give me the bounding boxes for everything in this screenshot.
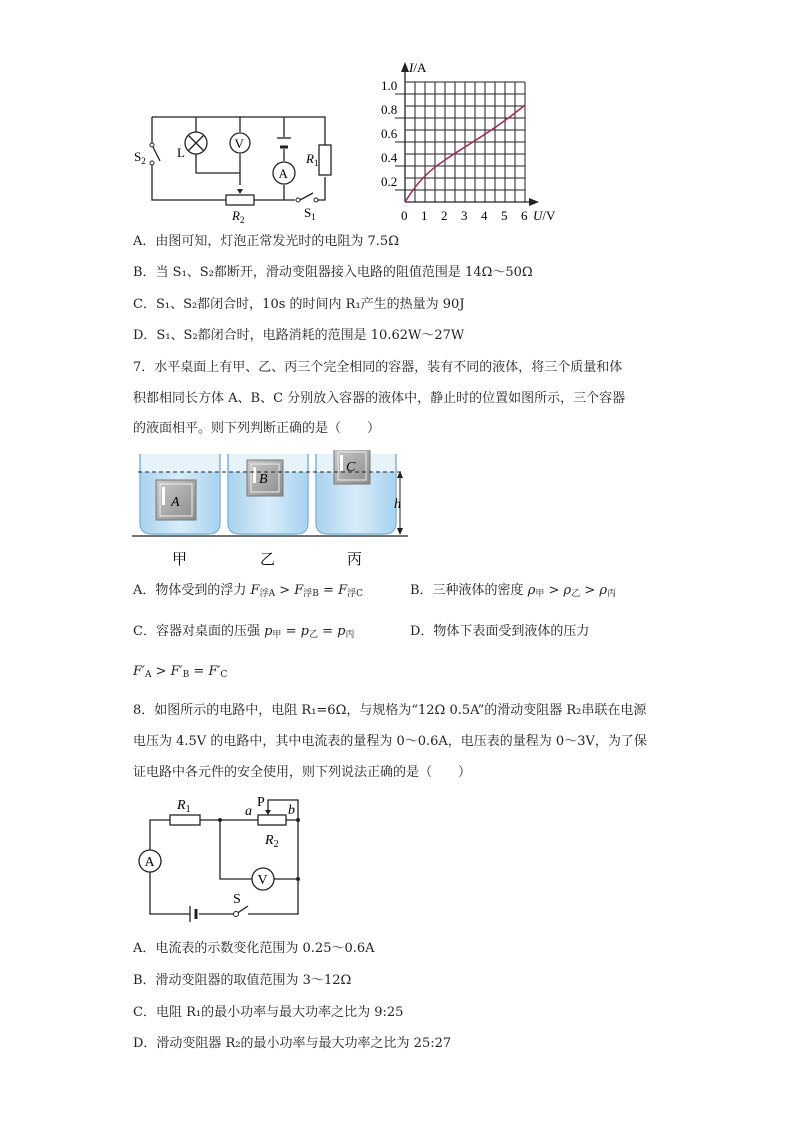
q7-option-d: D．物体下表面受到液体的压力 (410, 624, 590, 639)
q7-option-b: B．三种液体的密度 $\rho_甲 > \rho_乙 > \rho_丙$ (410, 583, 617, 599)
svg-text:1: 1 (421, 208, 428, 223)
q8-label-s: S (233, 892, 241, 907)
q6-voltmeter-symbol: V (234, 136, 244, 151)
q6-graph-x-label: U/V (533, 208, 556, 223)
q6-option-a: A．由图可知，灯泡正常发光时的电阻为 7.5Ω (133, 234, 399, 249)
q8-ammeter-symbol: A (144, 855, 155, 870)
q7-option-a: A．物体受到的浮力 $F_{浮A} > F_{浮B} = F_{浮C}$ (133, 583, 363, 599)
q6-option-b: B．当 S₁、S₂都断开，滑动变阻器接入电路的阻值范围是 14Ω～50Ω (133, 265, 533, 280)
q8-label-a: a (245, 804, 252, 819)
q6-graph-y-label: I/A (409, 60, 427, 75)
q7-stem-line-2: 积都相同长方体 A、B、C 分别放入容器的液体中，静止时的位置如图所示，三个容器 (133, 391, 626, 406)
q8-circuit-diagram (130, 792, 315, 922)
svg-text:5: 5 (501, 208, 508, 223)
q8-stem-line-3: 证电路中各元件的安全使用，则下列说法正确的是（ ） (133, 765, 472, 780)
q6-ammeter-symbol: A (278, 166, 288, 181)
q6-label-s1: $S_1$ (304, 205, 316, 222)
svg-text:1.0: 1.0 (381, 78, 398, 93)
q8-voltmeter-symbol: V (257, 873, 268, 888)
q6-circuit-diagram (130, 105, 340, 225)
label-bing: 丙 (347, 550, 363, 568)
q7-option-c: C．容器对桌面的压强 $p_甲 = p_乙 = p_丙$ (133, 624, 355, 640)
q8-stem-line-1: 8．如图所示的电路中，电阻 R₁=6Ω，与规格为“12Ω 0.5A”的滑动变阻器 R₂串联在电源 (133, 703, 647, 718)
q8-label-p: P (257, 795, 265, 810)
q8-option-d: D．滑动变阻器 R₂的最小功率与最大功率之比为 25:27 (133, 1036, 452, 1051)
svg-text:B: B (259, 472, 268, 487)
q6-option-d: D．S₁、S₂都闭合时，电路消耗的范围是 10.62W～27W (133, 328, 465, 343)
svg-text:3: 3 (461, 208, 468, 223)
q7-containers-figure (130, 450, 420, 570)
q8-label-r1: $R_1$ (177, 798, 191, 815)
q8-option-b: B．滑动变阻器的取值范围为 3～12Ω (133, 973, 352, 988)
q6-graph-y-ticks (381, 78, 398, 189)
q6-option-c: C．S₁、S₂都闭合时，10s 的时间内 R₁产生的热量为 90J (133, 297, 465, 312)
q6-iu-graph (375, 58, 575, 228)
q6-label-lamp: L (177, 145, 185, 160)
svg-text:2: 2 (441, 208, 448, 223)
q8-option-c: C．电阻 R₁的最小功率与最大功率之比为 9:25 (133, 1005, 404, 1020)
q8-stem-line-2: 电压为 4.5V 的电路中，其中电流表的量程为 0～0.6A，电压表的量程为 0～3V，为了保 (133, 734, 647, 749)
container-jia (140, 454, 220, 534)
svg-text:0.2: 0.2 (381, 174, 398, 189)
svg-text:C: C (346, 460, 356, 475)
svg-text:4: 4 (481, 208, 488, 223)
svg-text:0.8: 0.8 (381, 102, 398, 117)
label-jia: 甲 (172, 550, 188, 568)
q6-label-r1: $R_1$ (306, 151, 319, 168)
svg-text:A: A (171, 495, 180, 510)
svg-text:0: 0 (401, 208, 408, 223)
q6-label-r2: $R_2$ (232, 208, 245, 225)
q7-option-d-formula: $F'_A > F'_B = F'_C$ (133, 664, 228, 680)
container-bing (316, 450, 396, 534)
q8-label-r2: $R_2$ (265, 833, 279, 850)
q7-stem-line-1: 7．水平桌面上有甲、乙、丙三个完全相同的容器，装有不同的液体，将三个质量和体 (133, 360, 623, 375)
svg-text:0.4: 0.4 (381, 150, 398, 165)
label-yi: 乙 (260, 550, 276, 568)
svg-text:6: 6 (521, 208, 528, 223)
svg-text:0.6: 0.6 (381, 126, 398, 141)
q6-label-s2: $S_2$ (134, 149, 146, 166)
q7-height-label: h (394, 497, 401, 512)
q6-graph-x-ticks (401, 208, 528, 223)
container-yi (228, 454, 308, 534)
q8-option-a: A．电流表的示数变化范围为 0.25～0.6A (133, 941, 375, 956)
q7-stem-line-3: 的液面相平。则下列判断正确的是（ ） (133, 421, 381, 436)
q8-label-b: b (288, 803, 295, 818)
